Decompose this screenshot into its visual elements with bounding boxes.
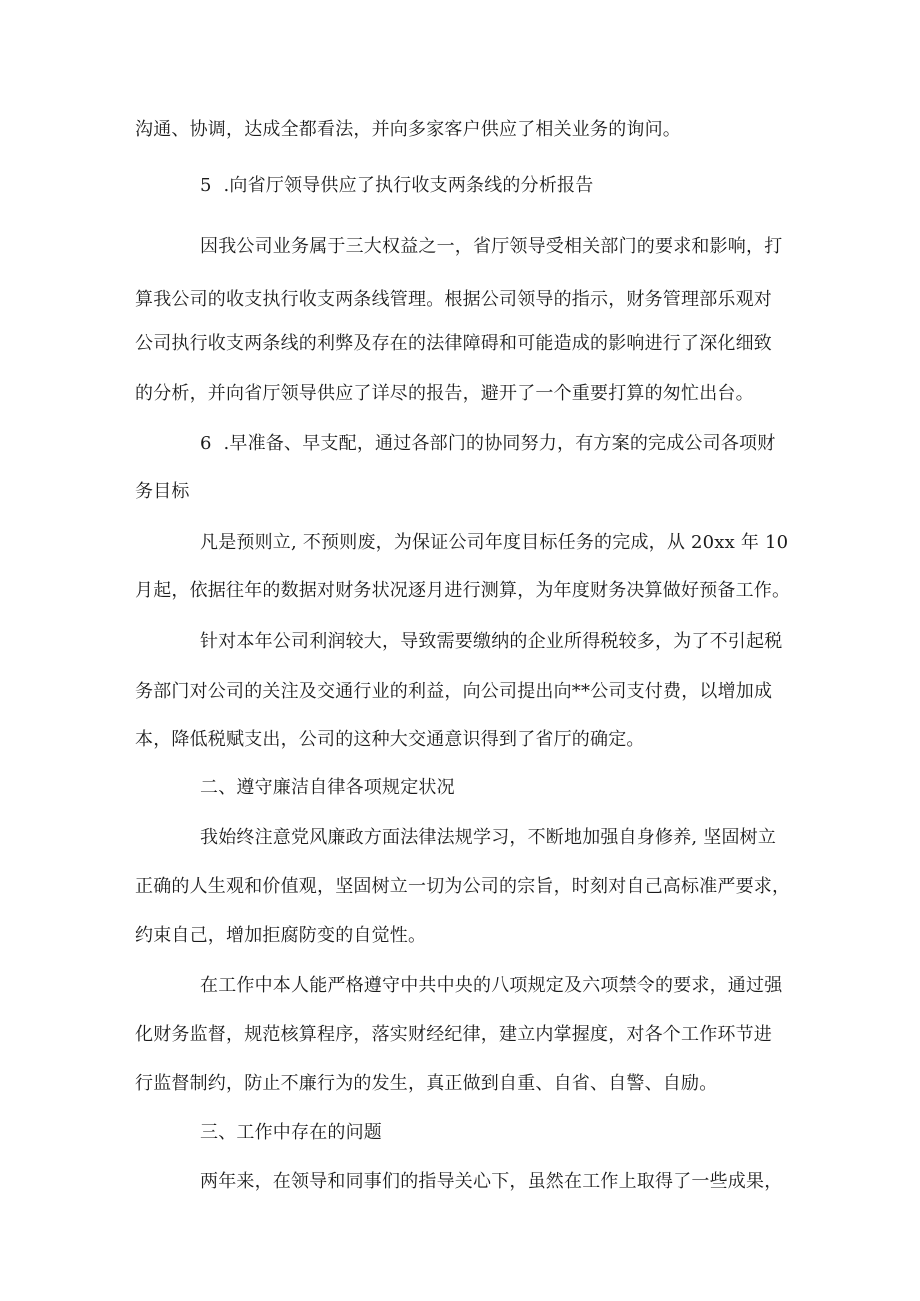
paragraph-line: 月起，依据往年的数据对财务状况逐月进行测算，为年度财务决算做好预备工作。 (135, 580, 791, 601)
paragraph-line: 因我公司业务属于三大权益之一，省厅领导受相关部门的要求和影响，打 (200, 236, 783, 257)
paragraph-line: 的分析，并向省厅领导供应了详尽的报告，避开了一个重要打算的匆忙出台。 (135, 383, 754, 404)
paragraph-line: 行监督制约，防止不廉行为的发生，真正做到自重、自省、自警、自励。 (135, 1073, 718, 1094)
paragraph-line: 正确的人生观和价值观，坚固树立一切为公司的宗旨，时刻对自己高标准严要求， (135, 876, 791, 897)
paragraph-line: 化财务监督，规范核算程序，落实财经纪律，建立内掌握度，对各个工作环节进 (135, 1024, 772, 1045)
paragraph-line: 约束自己，增加拒腐防变的自觉性。 (135, 925, 427, 946)
paragraph-line: 算我公司的收支执行收支两条线管理。根据公司领导的指示，财务管理部乐观对 (135, 289, 772, 310)
paragraph-line: 两年来，在领导和同事们的指导关心下，虽然在工作上取得了一些成果， (200, 1171, 783, 1192)
paragraph-line: 我始终注意党风廉政方面法律法规学习，不断地加强自身修养, 坚固树立 (200, 827, 777, 848)
paragraph-line: 针对本年公司利润较大，导致需要缴纳的企业所得税较多，为了不引起税 (200, 631, 783, 652)
section-heading: 二、遵守廉洁自律各项规定状况 (200, 777, 455, 798)
section-heading: 三、工作中存在的问题 (200, 1122, 382, 1143)
numbered-item-heading-cont: 务目标 (135, 481, 190, 502)
paragraph-line: 凡是预则立, 不预则废，为保证公司年度目标任务的完成，从 20xx 年 10 (200, 532, 789, 553)
paragraph-line: 沟通、协调，达成全都看法，并向多家客户供应了相关业务的询问。 (135, 119, 681, 140)
paragraph-line: 公司执行收支两条线的利弊及存在的法律障碍和可能造成的影响进行了深化细致 (135, 333, 772, 354)
numbered-item-heading: 6 .早准备、早支配，通过各部门的协同努力，有方案的完成公司各项财 (200, 433, 776, 454)
paragraph-line: 本，降低税赋支出，公司的这种大交通意识得到了省厅的确定。 (135, 729, 645, 750)
numbered-item-heading: 5 .向省厅领导供应了执行收支两条线的分析报告 (200, 175, 594, 196)
paragraph-line: 在工作中本人能严格遵守中共中央的八项规定及六项禁令的要求，通过强 (200, 975, 783, 996)
paragraph-line: 务部门对公司的关注及交通行业的利益，向公司提出向**公司支付费，以增加成 (135, 681, 773, 702)
